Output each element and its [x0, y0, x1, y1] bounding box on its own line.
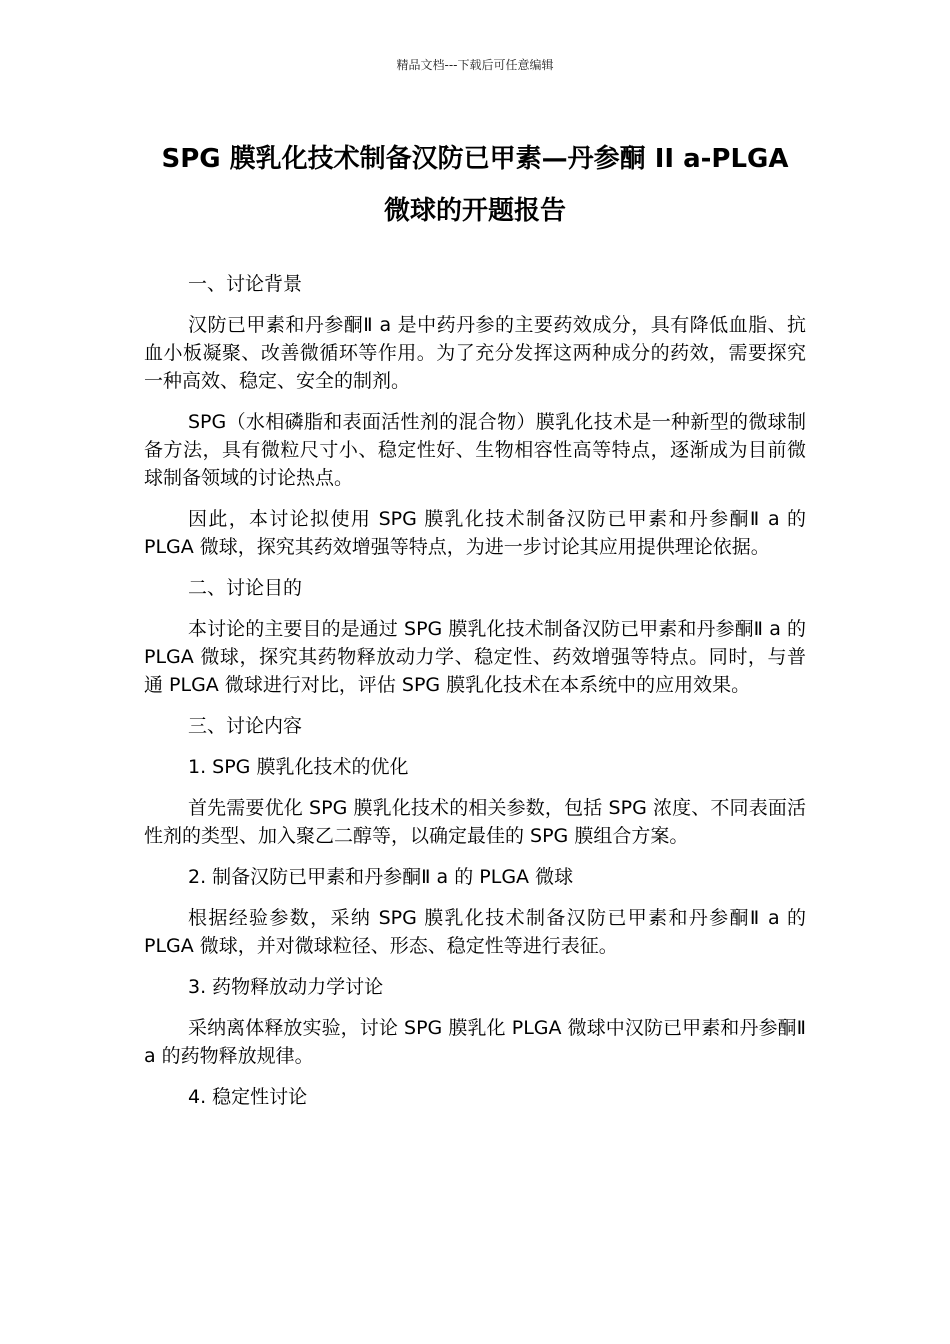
paragraph: 因此，本讨论拟使用 SPG 膜乳化技术制备汉防已甲素和丹参酮Ⅱ a 的 PLGA 微球，探究其药效增强等特点，为进一步讨论其应用提供理论依据。 — [144, 508, 806, 558]
section-heading-content: 三、讨论内容 — [188, 715, 303, 737]
paragraph: 首先需要优化 SPG 膜乳化技术的相关参数，包括 SPG 浓度、不同表面活性剂的类型、加入聚乙二醇等，以确定最佳的 SPG 膜组合方案。 — [144, 797, 806, 847]
subsection-heading: 1. SPG 膜乳化技术的优化 — [188, 756, 409, 778]
subsection-heading: 4. 稳定性讨论 — [188, 1086, 308, 1108]
paragraph: 采纳离体释放实验，讨论 SPG 膜乳化 PLGA 微球中汉防已甲素和丹参酮Ⅱ a 的药物释放规律。 — [144, 1017, 806, 1067]
title-line-2: 微球的开题报告 — [383, 196, 566, 226]
subsection-heading: 2. 制备汉防已甲素和丹参酮Ⅱ a 的 PLGA 微球 — [188, 866, 574, 888]
title-line-1: SPG 膜乳化技术制备汉防已甲素—丹参酮 II a-PLGA — [161, 144, 789, 174]
section-heading-background: 一、讨论背景 — [188, 273, 303, 295]
document-body — [144, 270, 806, 1124]
header-note: 精品文档---下载后可任意编辑 — [396, 58, 554, 72]
section-heading-purpose: 二、讨论目的 — [188, 577, 303, 599]
paragraph: 本讨论的主要目的是通过 SPG 膜乳化技术制备汉防已甲素和丹参酮Ⅱ a 的 PLGA 微球，探究其药物释放动力学、稳定性、药效增强等特点。同时，与普通 PLGA 微球进行对比，评估 SPG 膜乳化技术在本系统中的应用效果。 — [144, 618, 806, 696]
document-title — [120, 133, 830, 237]
subsection-heading: 3. 药物释放动力学讨论 — [188, 976, 384, 998]
paragraph: 根据经验参数，采纳 SPG 膜乳化技术制备汉防已甲素和丹参酮Ⅱ a 的 PLGA 微球，并对微球粒径、形态、稳定性等进行表征。 — [144, 907, 806, 957]
paragraph: SPG（水相磷脂和表面活性剂的混合物）膜乳化技术是一种新型的微球制备方法，具有微粒尺寸小、稳定性好、生物相容性高等特点，逐渐成为目前微球制备领域的讨论热点。 — [144, 411, 806, 489]
paragraph: 汉防已甲素和丹参酮Ⅱ a 是中药丹参的主要药效成分，具有降低血脂、抗血小板凝聚、改善微循环等作用。为了充分发挥这两种成分的药效，需要探究一种高效、稳定、安全的制剂。 — [144, 314, 806, 392]
